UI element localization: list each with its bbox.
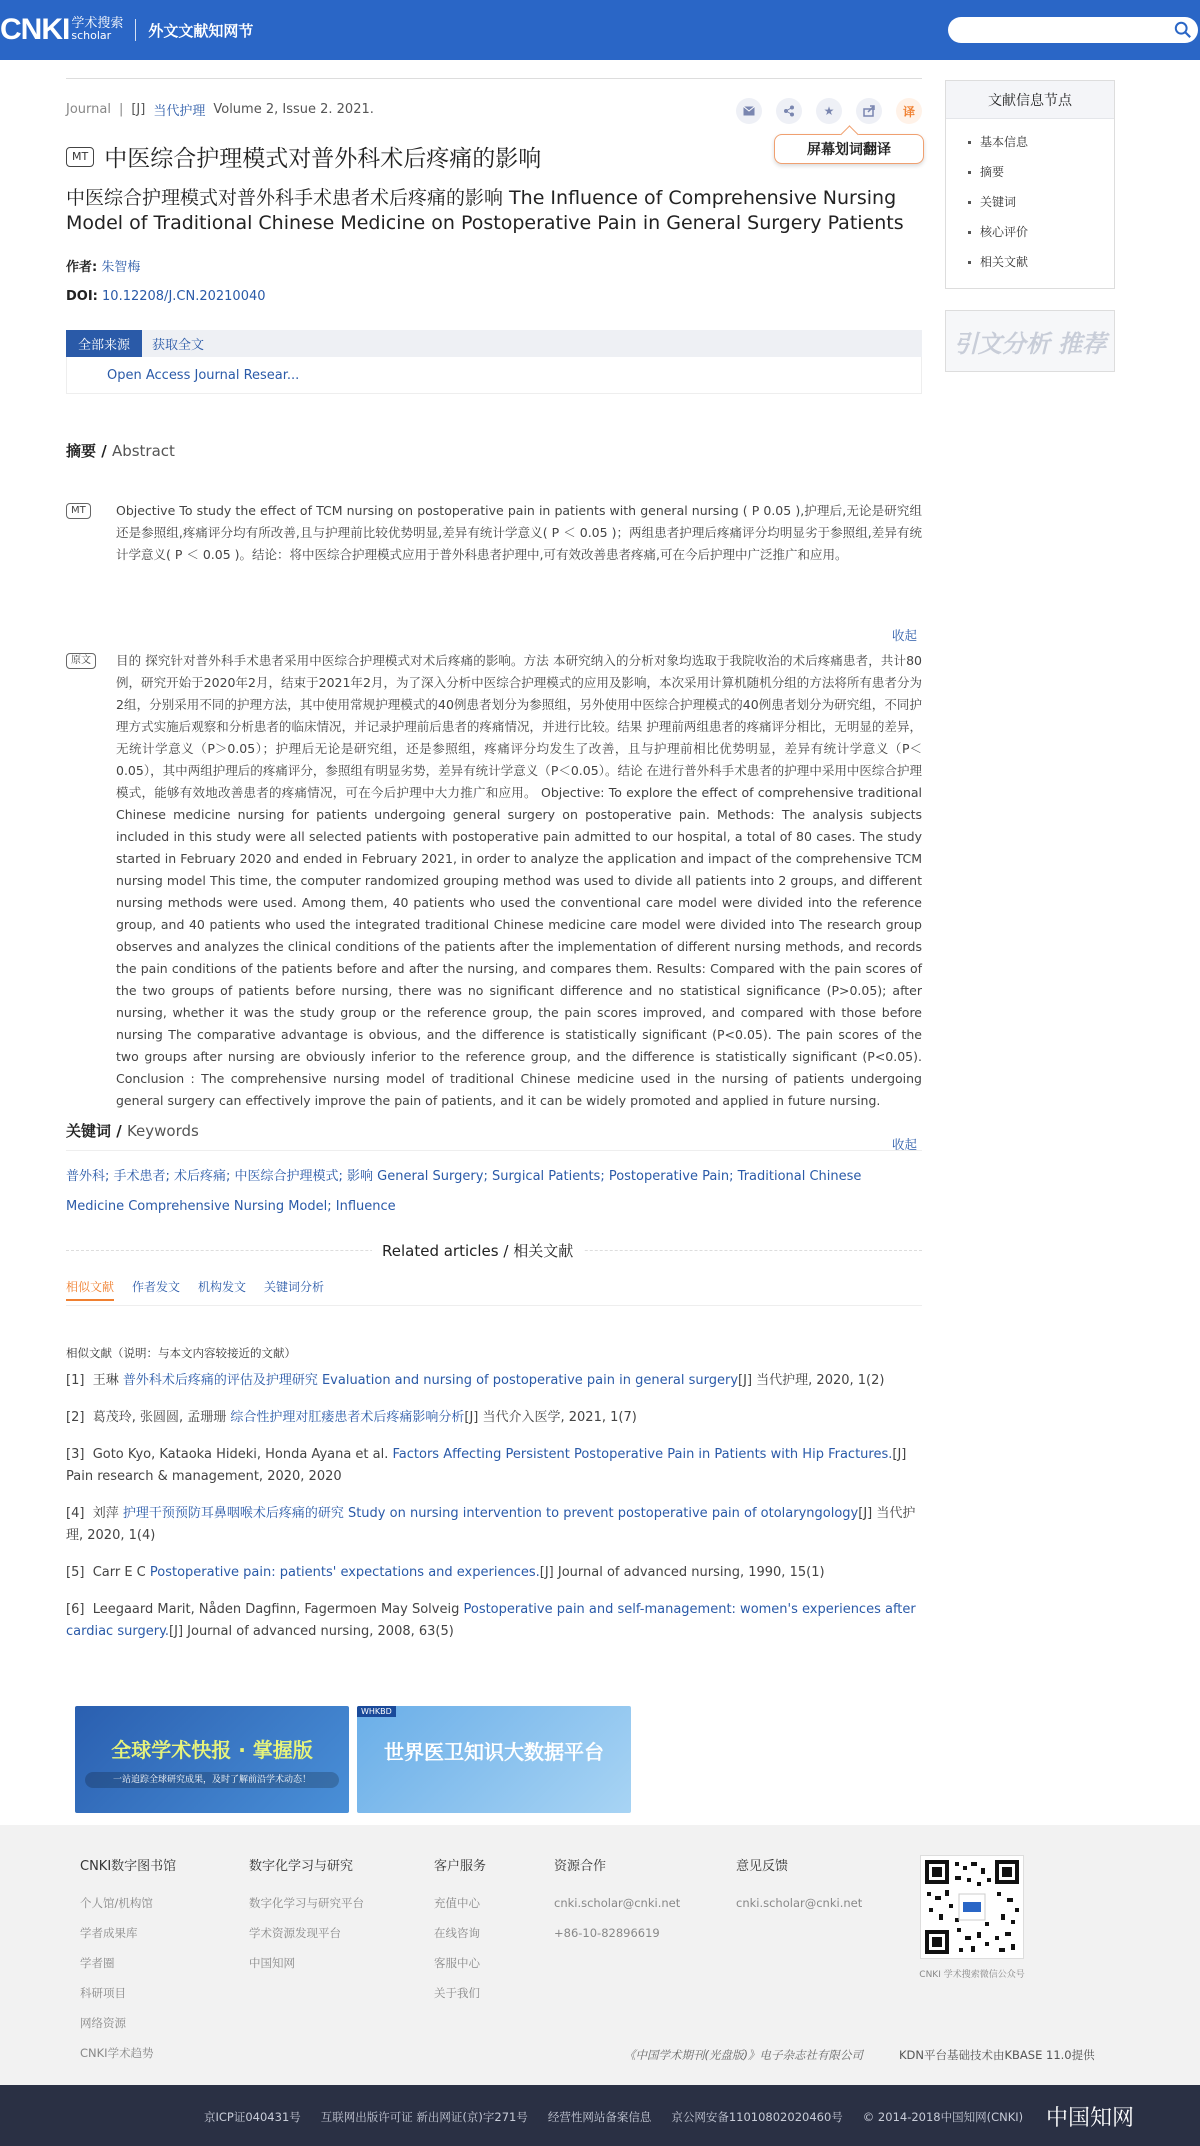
footer-link[interactable]: 充值中心 xyxy=(434,1896,480,1910)
journal-link[interactable]: 当代护理 xyxy=(153,104,206,119)
cnki-footer-logo: 中国知网 xyxy=(1046,2106,1135,2131)
mail-icon[interactable] xyxy=(736,98,762,124)
keywords-heading xyxy=(66,1120,199,1141)
footer-link[interactable]: CNKI学术趋势 xyxy=(80,2046,154,2060)
footer-col-service xyxy=(434,1855,486,2008)
ref-authors: Goto Kyo, Kataoka Hideki, Honda Ayana et al. xyxy=(92,1447,393,1462)
abstract-mt-text: Objective To study the effect of TCM nursing on postoperative pain in patients with general nursing ( P 0.05 ),护理后,无论是研究组还是参照组,疼痛评分均有所改善,且与护理前比较优势明显,差异有统计学意义( P ＜ 0.05 )；两组患者护理后疼痛评分均明显劣于参照组,差异有统计学意义( P ＜ 0.05 )。结论：将中医综合护理模式应用于普外科患者护理中,可有效改善患者疼痛,可在今后护理中广泛推广和应用。 xyxy=(116,503,922,562)
footer-link[interactable]: cnki.scholar@cnki.net xyxy=(554,1896,681,1910)
keywords-heading-slash: / xyxy=(111,1122,127,1140)
footer xyxy=(0,1825,1200,2085)
meta-tag: [J] xyxy=(131,102,146,117)
similar-note: 相似文献（说明：与本文内容较接近的文献） xyxy=(66,1346,296,1360)
footer-link[interactable]: 个人馆/机构馆 xyxy=(80,1896,153,1910)
logo-sub xyxy=(71,18,123,42)
footer-link[interactable]: 客服中心 xyxy=(434,1956,480,1970)
list-item xyxy=(66,1370,922,1392)
footer-link[interactable]: 网络资源 xyxy=(80,2016,126,2030)
footer-link[interactable]: 学者成果库 xyxy=(80,1926,138,1940)
list-item xyxy=(66,1599,922,1643)
banner-global-scholar[interactable] xyxy=(75,1706,349,1813)
abstract-heading xyxy=(66,440,175,461)
footer-col-title: CNKI数字图书馆 xyxy=(80,1859,177,1874)
related-title-en: Related articles xyxy=(382,1242,499,1260)
article-title-row xyxy=(66,140,541,173)
ref-number: [6] xyxy=(66,1602,85,1617)
footer-link[interactable]: 中国知网 xyxy=(249,1956,295,1970)
ref-source: [J] 当代护理, 2020, 1(4) xyxy=(66,1506,916,1543)
tab-author-papers[interactable]: 作者发文 xyxy=(132,1280,181,1294)
abstract-original-text: 目的 探究针对普外科手术患者采用中医综合护理模式对术后疼痛的影响。方法 本研究纳入的分析对象均选取于我院收治的术后疼痛患者，共计80例，研究开始于2020年2月，结束于2021年2月，为了深入分析中医综合护理模式的应用及影响，本次采用计算机随机分组的方法将所有患者分为2组，分别采用不同的护理方法，其中使用常规护理模式的40例患者划分为参照组，另外使用中医综合护理模式的40例患者划分为研究组，不同护理方式实施后观察和分析患者的临床情况，并记录护理前后患者的疼痛情况，并进行比较。结果 护理前两组患者的疼痛评分相比，无明显的差异，无统计学意义（P＞0.05）；护理后无论是研究组，还是参照组，疼痛评分均发生了改善，且与护理前相比优势明显，差异有统计学意义（P＜0.05），其中两组护理后的疼痛评分，参照组有明显劣势，差异有统计学意义（P＜0.05）。结论 在进行普外科手术患者的护理中采用中医综合护理模式，能够有效地改善患者的疼痛情况，可在今后护理中大力推广和应用。 Objective: To explore the effect of comprehensive traditional Chinese medicine nursing for patients undergoing general surgery on postoperative pain. Methods: The analysis subjects included in this study were all selected patients with postoperative pain admitted to our hospital, a total of 80 cases. The study started in February 2020 and ended in February 2021, in order to analyze the application and impact of the comprehensive TCM nursing model This time, the computer randomized grouping method was used to divide all patients into 2 groups, and different nursing methods were used. Among them, 40 patients who used the conventional care model were divided into the reference group, and 40 patients who used the integrated traditional Chinese medicine care model were divided into The research group observes and analyzes the clinical conditions of the patients after the implementation of different nursing methods, and records the pain conditions of the patients before and after the nursing, and compares them. Results: Compared with the pain scores of the two groups of patients before nursing, there was no significant difference and no statistical significance (P>0.05); after nursing, whether it was the study group or the reference group, the pain scores improved, and compared with those before nursing The comparative advantage is obvious, and the difference is statistically significant (P<0.05). The pain scores of the two groups after nursing are obviously inferior to the reference group, and the difference is statistically significant (P<0.05). Conclusion : The comprehensive nursing model of traditional Chinese medicine used in the nursing of patients undergoing general surgery can effectively improve the pain of patients, and it can be widely promoted and applied in future nursing. xyxy=(116,653,922,1108)
footer-link[interactable]: 学术资源发现平台 xyxy=(249,1926,341,1940)
meta-issue: Volume 2, Issue 2. 2021. xyxy=(213,102,374,117)
footer-link[interactable]: 学者圈 xyxy=(80,1956,115,1970)
ref-link[interactable]: Factors Affecting Persistent Postoperative Pain in Patients with Hip Fractures. xyxy=(392,1447,893,1462)
ref-link[interactable]: Postoperative pain: patients' expectations and experiences. xyxy=(149,1565,540,1580)
sidebar-nav xyxy=(945,80,1115,289)
related-heading xyxy=(66,1240,922,1260)
meta-divider: | xyxy=(118,102,124,117)
banner1-subtitle: 一站追踪全球研究成果，及时了解前沿学术动态！ xyxy=(85,1772,339,1788)
doi-label: DOI: xyxy=(66,289,98,304)
logo-sub-en: scholar xyxy=(71,29,112,42)
footer-link[interactable]: 关于我们 xyxy=(434,1986,480,2000)
footer-col-title: 数字化学习与研究 xyxy=(249,1859,354,1874)
list-item xyxy=(66,1407,922,1429)
sidebar-title: 文献信息节点 xyxy=(946,81,1114,119)
bottom-bar xyxy=(0,2085,1200,2146)
article-actions xyxy=(736,98,922,124)
article-meta xyxy=(66,100,374,119)
ref-number: [3] xyxy=(66,1447,85,1462)
footer-col-title: 客户服务 xyxy=(434,1859,487,1874)
meta-type: Journal xyxy=(66,102,111,117)
list-item xyxy=(66,1503,922,1547)
ref-authors: Leegaard Marit, Nåden Dagfinn, Fagermoen May Solveig xyxy=(92,1602,464,1617)
footer-col-feedback xyxy=(736,1855,862,1918)
share-icon[interactable] xyxy=(776,98,802,124)
ref-link[interactable]: 普外科术后疼痛的评估及护理研究 Evaluation and nursing of postoperative pain in general surgery xyxy=(122,1373,739,1388)
keywords-heading-cn: 关键词 xyxy=(66,1122,112,1140)
abstract-heading-slash: / xyxy=(96,442,112,460)
company-name: 《中国学术期刊(光盘版)》电子杂志社有限公司 xyxy=(624,2048,863,2062)
list-item xyxy=(66,1562,922,1584)
footer-col-title: 资源合作 xyxy=(554,1859,607,1874)
related-tabs xyxy=(66,1278,324,1301)
author-row xyxy=(66,256,140,275)
cnki-scholar-logo[interactable] xyxy=(0,13,254,46)
ref-link[interactable]: Postoperative pain and self-management: women's experiences after cardiac surgery. xyxy=(66,1602,916,1639)
collapse-link[interactable]: 收起 xyxy=(891,1137,917,1152)
footer-col-learning xyxy=(249,1855,364,1978)
copyright: © 2014-2018中国知网(CNKI) xyxy=(862,2110,1024,2124)
tabs-divider xyxy=(66,1305,922,1306)
qr-code xyxy=(920,1855,1024,1959)
source-tabs xyxy=(66,330,922,357)
ref-number: [2] xyxy=(66,1410,85,1425)
related-title-cn: 相关文献 xyxy=(513,1242,574,1260)
export-icon[interactable] xyxy=(856,98,882,124)
author-label: 作者: xyxy=(66,260,98,275)
icp-license[interactable]: 京ICP证040431号 xyxy=(204,2110,301,2124)
ref-authors: 王琳 xyxy=(92,1373,123,1388)
page-title: 中医综合护理模式对普外科术后疼痛的影响 xyxy=(104,146,542,172)
related-title xyxy=(372,1240,583,1261)
tab-all-sources[interactable]: 全部来源 xyxy=(66,330,142,357)
english-title: 中医综合护理模式对普外科手术患者术后疼痛的影响 The Influence of Comprehensive Nursing Model of Traditional Chinese Medicine on Postoperative Pain in General Surgery Patients xyxy=(66,187,904,234)
footer-link[interactable]: cnki.scholar@cnki.net xyxy=(736,1896,863,1910)
logo-sub-cn: 学术搜索 xyxy=(71,16,124,31)
translate-button[interactable]: 译 xyxy=(896,98,922,124)
footer-link[interactable]: 数字化学习与研究平台 xyxy=(249,1896,364,1910)
ref-source: [J] 当代介入医学, 2021, 1(7) xyxy=(464,1410,637,1425)
abstract-original xyxy=(66,650,922,1112)
reference-list xyxy=(66,1370,922,1658)
footer-col-title: 意见反馈 xyxy=(736,1859,789,1874)
search-input[interactable] xyxy=(948,17,1198,43)
ref-number: [5] xyxy=(66,1565,85,1580)
list-item xyxy=(66,1444,922,1488)
logo-main: CNKI xyxy=(0,13,70,46)
footer-col-library xyxy=(80,1855,176,2068)
site-section-title: 外文文献知网节 xyxy=(148,21,254,40)
banner1-title: 全球学术快报 · 掌握版 xyxy=(111,1738,313,1762)
ref-source: [J] Pain research & management, 2020, 2020 xyxy=(66,1447,907,1484)
ref-authors: 刘萍 xyxy=(92,1506,123,1521)
translate-tooltip[interactable]: 屏幕划词翻译 xyxy=(774,134,924,164)
sidebar-item-keywords[interactable]: 关键词 xyxy=(968,187,1114,217)
ref-authors: 葛茂玲, 张圆圆, 孟珊珊 xyxy=(92,1410,231,1425)
sidebar-item-related[interactable]: 相关文献 xyxy=(968,247,1114,277)
top-header xyxy=(0,0,1200,60)
tab-institution-papers[interactable]: 机构发文 xyxy=(198,1280,247,1294)
sidebar-item-core-eval[interactable]: 核心评价 xyxy=(968,217,1114,247)
keyword-list[interactable]: 普外科; 手术患者; 术后疼痛; 中医综合护理模式; 影响 General Surgery; Surgical Patients; Postoperative Pain; Traditional Chinese Medicine Comprehensive Nursing Model; Influence xyxy=(66,1169,862,1214)
banner2-title: 世界医卫知识大数据平台 xyxy=(384,1740,604,1764)
citation-analysis-ad[interactable]: 引文分析 推荐 xyxy=(945,310,1115,372)
ref-link[interactable]: 护理干预预防耳鼻咽喉术后疼痛的研究 Study on nursing intervention to prevent postoperative pain of otolaryngology xyxy=(122,1506,859,1521)
ref-link[interactable]: 综合性护理对肛瘘患者术后疼痛影响分析 xyxy=(230,1410,465,1425)
star-icon[interactable]: ★ xyxy=(816,98,842,124)
search-icon[interactable] xyxy=(1174,21,1192,39)
kbase-note: KDN平台基础技术由KBASE 11.0提供 xyxy=(899,2048,1095,2062)
banner2-tag: WHKBD xyxy=(357,1706,396,1717)
ref-source: [J] Journal of advanced nursing, 2008, 63(5) xyxy=(169,1624,454,1639)
tab-get-fulltext[interactable]: 获取全文 xyxy=(152,338,205,353)
footer-link: +86-10-82896619 xyxy=(554,1926,660,1940)
banner-medical-platform[interactable] xyxy=(357,1706,631,1813)
author-link[interactable]: 朱智梅 xyxy=(101,260,141,275)
police-record[interactable]: 京公网安备11010802020460号 xyxy=(671,2110,843,2124)
abstract-heading-en: Abstract xyxy=(111,442,175,460)
original-badge: 原文 xyxy=(66,653,96,669)
ref-number: [1] xyxy=(66,1373,85,1388)
related-title-slash: / xyxy=(498,1242,514,1260)
sidebar-item-basic-info[interactable]: 基本信息 xyxy=(968,127,1114,157)
source-link[interactable]: Open Access Journal Resear... xyxy=(107,368,300,383)
sidebar-item-abstract[interactable]: 摘要 xyxy=(968,157,1114,187)
ref-authors: Carr E C xyxy=(92,1565,150,1580)
tab-similar[interactable]: 相似文献 xyxy=(66,1278,114,1301)
abstract-mt xyxy=(66,500,922,566)
qr-caption: CNKI 学术搜索微信公众号 xyxy=(919,1970,1025,1980)
mt-badge: MT xyxy=(66,503,91,519)
keywords-heading-en: Keywords xyxy=(126,1122,199,1140)
keywords-divider xyxy=(66,1150,922,1151)
footer-link[interactable]: 在线咨询 xyxy=(434,1926,480,1940)
abstract-heading-cn: 摘要 xyxy=(66,442,97,460)
doi-link[interactable]: 10.12208/J.CN.20210040 xyxy=(102,289,266,304)
publishing-license[interactable]: 互联网出版许可证 新出网证(京)字271号 xyxy=(320,2110,528,2124)
doi-row xyxy=(66,289,266,304)
website-record[interactable]: 经营性网站备案信息 xyxy=(547,2110,652,2124)
footer-col-cooperation xyxy=(554,1855,680,1948)
tab-keyword-analysis[interactable]: 关键词分析 xyxy=(264,1280,325,1294)
source-list xyxy=(66,357,922,394)
mt-badge: MT xyxy=(66,147,94,167)
license-row xyxy=(204,2109,1023,2125)
ref-source: [J] Journal of advanced nursing, 1990, 15(1) xyxy=(539,1565,825,1580)
collapse-link[interactable]: 收起 xyxy=(891,628,917,643)
ref-source: [J] 当代护理, 2020, 1(2) xyxy=(738,1373,885,1388)
footer-link[interactable]: 科研项目 xyxy=(80,1986,126,2000)
logo-divider xyxy=(135,19,136,41)
top-divider xyxy=(66,78,922,79)
ref-number: [4] xyxy=(66,1506,85,1521)
